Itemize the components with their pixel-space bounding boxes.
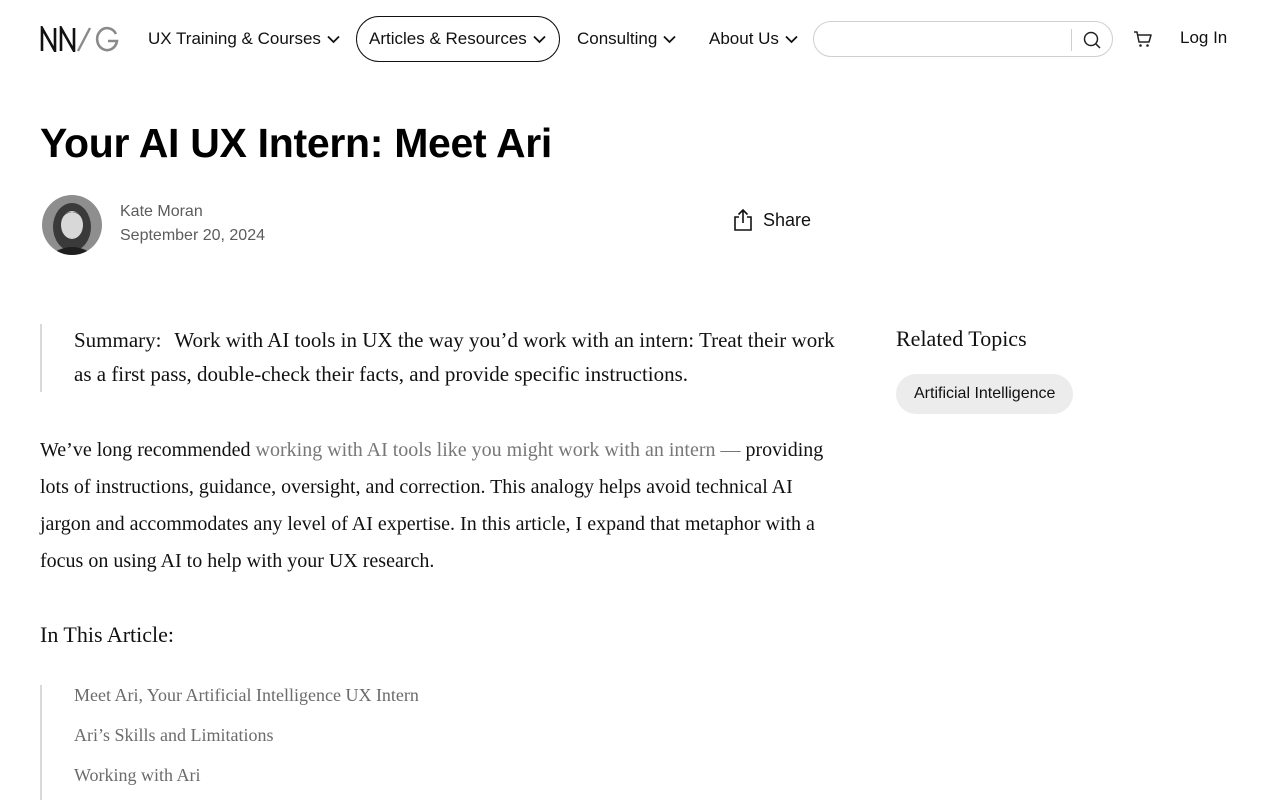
- article-summary: [74, 323, 844, 391]
- search-divider: [1071, 29, 1072, 51]
- nav-label: UX Training & Courses: [148, 29, 321, 48]
- intro-paragraph: [40, 432, 840, 580]
- nav-label: Articles & Resources: [369, 29, 527, 48]
- toc-item[interactable]: Working with Ari: [74, 765, 201, 785]
- topic-chip-ai[interactable]: Artificial Intelligence: [896, 374, 1073, 414]
- intern-article-link[interactable]: working with AI tools like you might work with an intern —: [255, 439, 741, 461]
- toc-rule: [40, 685, 42, 800]
- chevron-down-icon: [785, 35, 798, 44]
- toc-item[interactable]: Meet Ari, Your Artificial Intelligence UX Intern: [74, 685, 419, 705]
- nav-consulting[interactable]: [577, 16, 676, 62]
- page-title: Your AI UX Intern: Meet Ari: [40, 120, 553, 166]
- summary-label: Summary:: [74, 328, 162, 352]
- nav-ux-training[interactable]: [148, 16, 340, 62]
- summary-rule: [40, 324, 42, 392]
- nav-label: Consulting: [577, 29, 658, 48]
- login-link[interactable]: Log In: [1180, 28, 1228, 47]
- publish-date: September 20, 2024: [120, 227, 265, 244]
- cart-icon[interactable]: [1133, 29, 1153, 49]
- author-name[interactable]: Kate Moran: [120, 203, 203, 220]
- search-icon[interactable]: [1082, 30, 1102, 50]
- search-box: [813, 21, 1113, 57]
- toc-heading: In This Article:: [40, 622, 175, 647]
- body-text-after: providing lots of instructions, guidance, oversight, and correction. This analogy helps avoid technical AI jargon and accommodates any level of AI expertise. In this article, I expand that metaphor with a focus on using AI to help with your UX research.: [40, 439, 824, 572]
- author-avatar[interactable]: [42, 195, 102, 255]
- share-icon: [733, 208, 753, 232]
- nng-logo[interactable]: [40, 26, 120, 52]
- summary-text: Work with AI tools in UX the way you’d work with an intern: Treat their work as a first pass, double-check their facts, and provide specific instructions.: [74, 328, 835, 386]
- nng-logo-mark: [40, 26, 120, 52]
- related-topics-heading: Related Topics: [896, 326, 1027, 351]
- chevron-down-icon: [533, 35, 546, 44]
- search-input[interactable]: [828, 28, 1072, 52]
- chevron-down-icon: [327, 35, 340, 44]
- share-button[interactable]: [733, 208, 811, 232]
- body-text-before: We’ve long recommended: [40, 439, 256, 461]
- nav-about-us[interactable]: [709, 16, 798, 62]
- chevron-down-icon: [663, 35, 676, 44]
- toc-item[interactable]: Ari’s Skills and Limitations: [74, 725, 274, 745]
- nav-articles-resources[interactable]: [356, 16, 560, 62]
- share-label: Share: [763, 209, 812, 230]
- nav-label: About Us: [709, 29, 779, 48]
